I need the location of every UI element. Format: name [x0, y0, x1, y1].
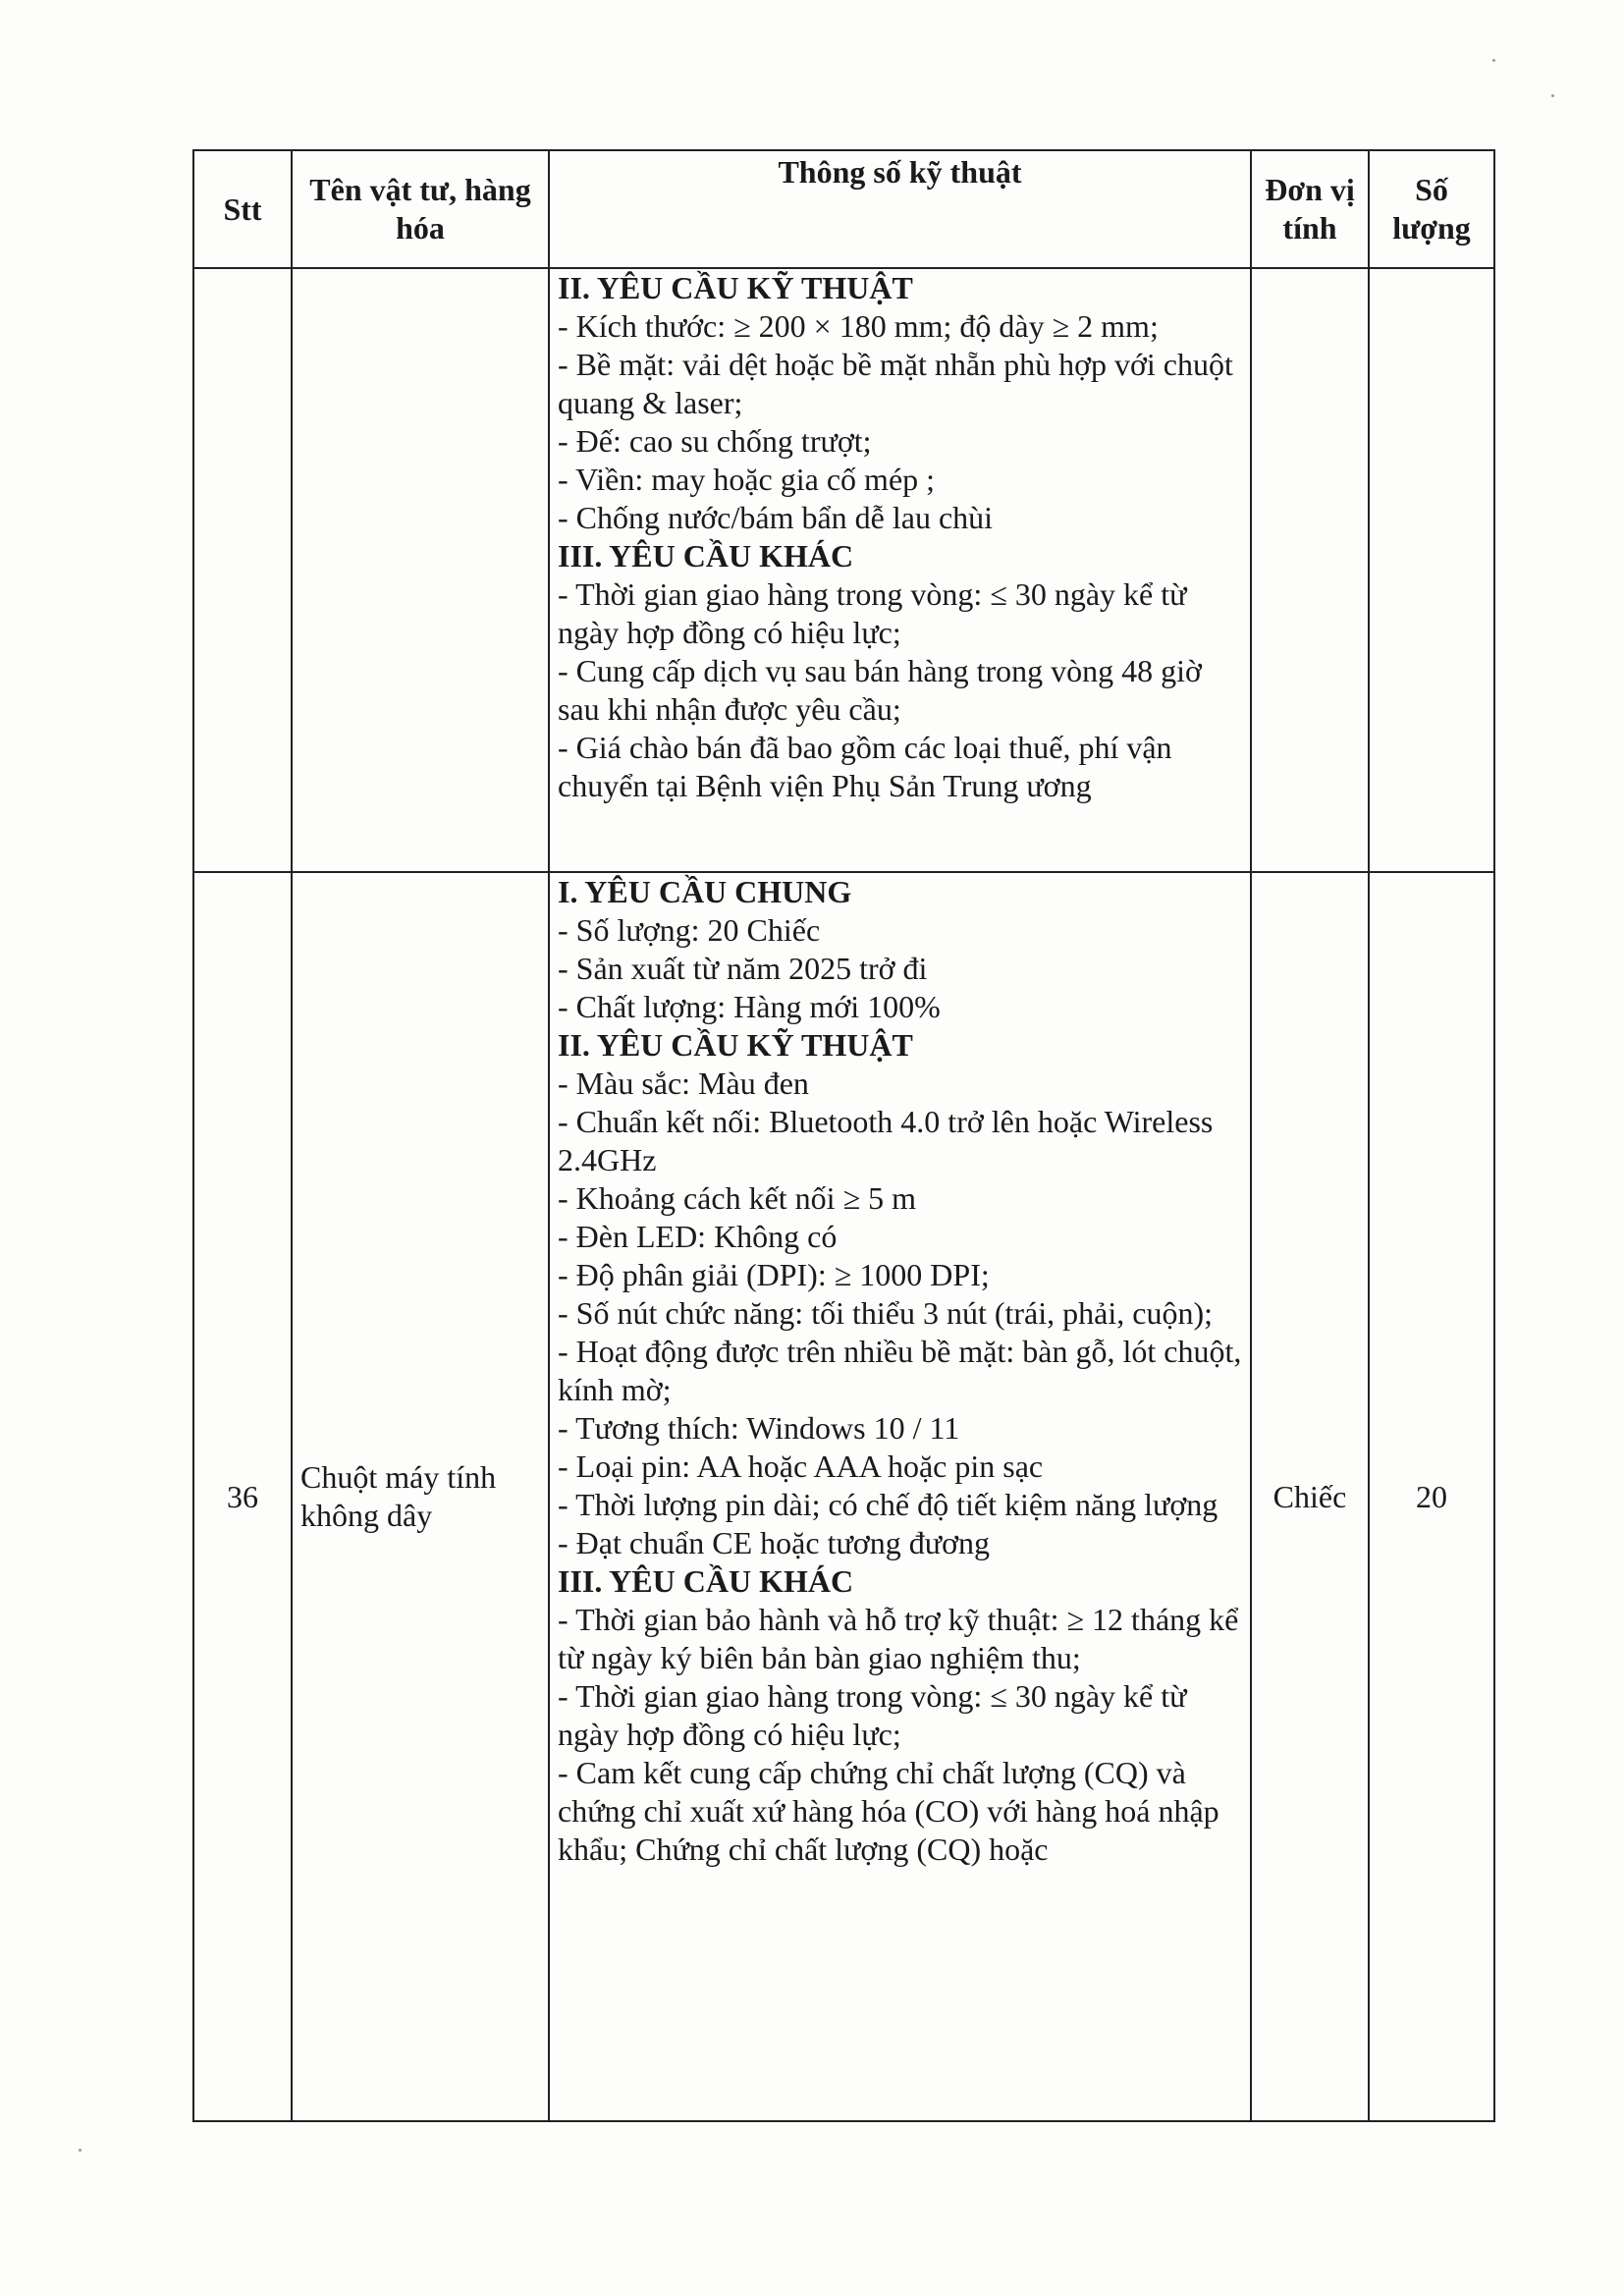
cell-specification	[549, 872, 1251, 2121]
spec-line: - Chất lượng: Hàng mới 100%	[558, 989, 941, 1024]
specification-table	[192, 149, 1495, 2122]
spec-line: - Giá chào bán đã bao gồm các loại thuế, phí vận chuyển tại Bệnh viện Phụ Sản Trung ương	[558, 730, 1172, 803]
cell-item-name: Chuột máy tính không dây	[292, 872, 549, 2121]
header-stt: Stt	[193, 150, 292, 268]
spec-line: - Bề mặt: vải dệt hoặc bề mặt nhẵn phù hợp với chuột quang & laser;	[558, 347, 1233, 420]
spec-line: - Cam kết cung cấp chứng chỉ chất lượng (CQ) và chứng chỉ xuất xứ hàng hóa (CO) với hàng hoá nhập khẩu; Chứng chỉ chất lượng (CQ) hoặc	[558, 1755, 1219, 1867]
spec-line: - Thời gian bảo hành và hỗ trợ kỹ thuật: ≥ 12 tháng kể từ ngày ký biên bản bàn giao nghiệm thu;	[558, 1602, 1239, 1675]
spec-section-heading: II. YÊU CẦU KỸ THUẬT	[558, 270, 913, 305]
spec-line: - Loại pin: AA hoặc AAA hoặc pin sạc	[558, 1449, 1044, 1484]
spec-line: - Hoạt động được trên nhiều bề mặt: bàn gỗ, lót chuột, kính mờ;	[558, 1334, 1242, 1407]
spec-line: - Chống nước/bám bẩn dễ lau chùi	[558, 500, 994, 535]
scan-artifact	[79, 2149, 81, 2152]
header-specification: Thông số kỹ thuật	[549, 150, 1251, 268]
cell-unit	[1251, 268, 1369, 872]
spec-line: - Chuẩn kết nối: Bluetooth 4.0 trở lên hoặc Wireless 2.4GHz	[558, 1104, 1214, 1177]
spec-line: - Đạt chuẩn CE hoặc tương đương	[558, 1525, 990, 1560]
table-header-row	[193, 150, 1494, 268]
spec-line: - Kích thước: ≥ 200 × 180 mm; độ dày ≥ 2 mm;	[558, 308, 1159, 344]
header-item-name: Tên vật tư, hàng hóa	[292, 150, 549, 268]
cell-item-name	[292, 268, 549, 872]
spec-section-heading: III. YÊU CẦU KHÁC	[558, 1563, 854, 1599]
spec-line: - Thời gian giao hàng trong vòng: ≤ 30 ngày kể từ ngày hợp đồng có hiệu lực;	[558, 1678, 1187, 1752]
cell-quantity	[1369, 268, 1494, 872]
spec-line: - Thời lượng pin dài; có chế độ tiết kiệm năng lượng	[558, 1487, 1218, 1522]
spec-line: - Đế: cao su chống trượt;	[558, 423, 872, 459]
table-row	[193, 268, 1494, 872]
spec-section-heading: I. YÊU CẦU CHUNG	[558, 874, 852, 909]
cell-unit: Chiếc	[1251, 872, 1369, 2121]
spec-line: - Cung cấp dịch vụ sau bán hàng trong vòng 48 giờ sau khi nhận được yêu cầu;	[558, 653, 1202, 727]
spec-line: - Sản xuất từ năm 2025 trở đi	[558, 951, 928, 986]
cell-stt	[193, 268, 292, 872]
spec-line: - Màu sắc: Màu đen	[558, 1066, 809, 1101]
spec-line: - Số lượng: 20 Chiếc	[558, 912, 821, 948]
spec-line: - Đèn LED: Không có	[558, 1219, 838, 1254]
spec-section-heading: II. YÊU CẦU KỸ THUẬT	[558, 1027, 913, 1063]
cell-specification	[549, 268, 1251, 872]
spec-line: - Độ phân giải (DPI): ≥ 1000 DPI;	[558, 1257, 990, 1292]
spec-line: - Thời gian giao hàng trong vòng: ≤ 30 ngày kể từ ngày hợp đồng có hiệu lực;	[558, 576, 1187, 650]
scan-artifact	[1492, 59, 1495, 62]
header-unit: Đơn vị tính	[1251, 150, 1369, 268]
spec-line: - Tương thích: Windows 10 / 11	[558, 1410, 960, 1446]
spec-line: - Viền: may hoặc gia cố mép ;	[558, 462, 936, 497]
spec-section-heading: III. YÊU CẦU KHÁC	[558, 538, 854, 574]
table-row	[193, 872, 1494, 2121]
spec-line: - Khoảng cách kết nối ≥ 5 m	[558, 1180, 917, 1216]
spec-line: - Số nút chức năng: tối thiểu 3 nút (trái, phải, cuộn);	[558, 1295, 1213, 1331]
header-quantity: Số lượng	[1369, 150, 1494, 268]
scan-artifact	[1551, 94, 1554, 97]
cell-stt: 36	[193, 872, 292, 2121]
cell-quantity: 20	[1369, 872, 1494, 2121]
